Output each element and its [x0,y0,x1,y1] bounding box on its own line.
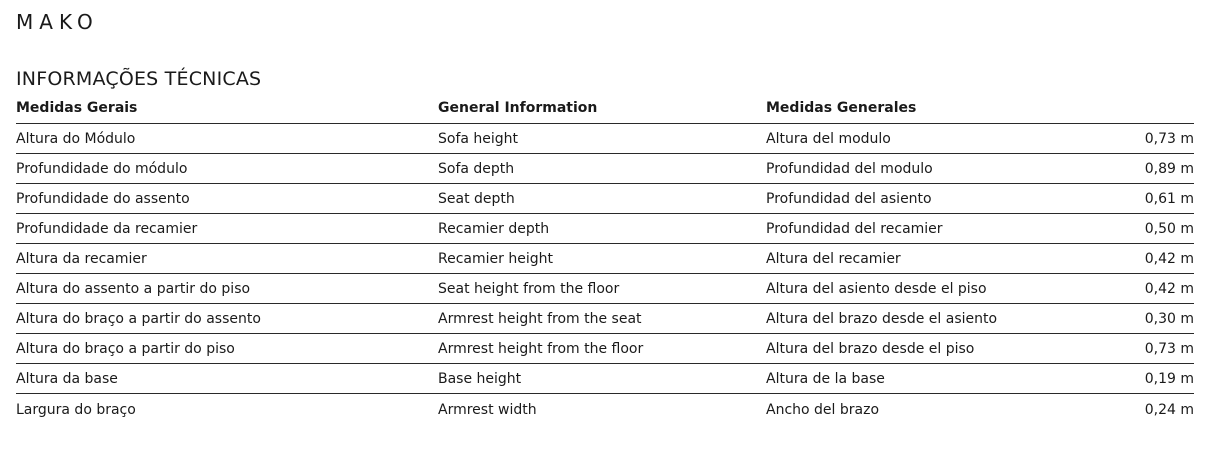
table-row [16,304,1194,334]
cell-es: Profundidad del recamier [766,221,943,237]
cell-es: Altura del brazo desde el asiento [766,311,998,327]
cell-value: 0,73 m [1144,131,1194,147]
table-row [16,214,1194,244]
cell-es: Profundidad del modulo [766,161,933,177]
table-row [16,184,1194,214]
cell-pt: Largura do braço [16,402,136,418]
header-pt: Medidas Gerais [16,100,138,116]
cell-pt: Altura do assento a partir do piso [16,281,251,297]
cell-en: Recamier depth [438,221,550,237]
cell-es: Altura del modulo [766,131,891,147]
cell-value: 0,61 m [1144,191,1194,207]
table-row [16,394,1194,424]
cell-pt: Altura do Módulo [16,131,136,147]
cell-pt: Altura do braço a partir do piso [16,341,235,357]
cell-pt: Profundidade do módulo [16,161,188,177]
table-row [16,334,1194,364]
cell-pt: Altura da recamier [16,251,147,267]
header-en: General Information [438,100,598,116]
cell-en: Base height [438,371,522,387]
cell-es: Altura del recamier [766,251,901,267]
cell-en: Armrest width [438,402,537,418]
header-es: Medidas Generales [766,100,917,116]
cell-pt: Profundidade da recamier [16,221,198,237]
cell-en: Armrest height from the seat [438,311,642,327]
section-title: INFORMAÇÕES TÉCNICAS [16,68,262,90]
cell-es: Altura del asiento desde el piso [766,281,987,297]
cell-pt: Altura do braço a partir do assento [16,311,261,327]
cell-value: 0,42 m [1144,251,1194,267]
cell-en: Recamier height [438,251,553,267]
cell-es: Altura del brazo desde el piso [766,341,975,357]
cell-value: 0,42 m [1144,281,1194,297]
table-row [16,274,1194,304]
spec-table [16,94,1194,424]
table-row [16,124,1194,154]
cell-en: Seat height from the floor [438,281,620,297]
cell-es: Profundidad del asiento [766,191,932,207]
cell-value: 0,19 m [1144,371,1194,387]
cell-value: 0,24 m [1144,402,1194,418]
cell-value: 0,30 m [1144,311,1194,327]
table-row [16,244,1194,274]
table-row [16,154,1194,184]
cell-pt: Altura da base [16,371,118,387]
brand-title: MAKO [16,10,99,34]
cell-en: Armrest height from the floor [438,341,644,357]
cell-value: 0,73 m [1144,341,1194,357]
cell-es: Altura de la base [766,371,885,387]
table-row [16,364,1194,394]
cell-en: Sofa depth [438,161,515,177]
cell-value: 0,50 m [1144,221,1194,237]
cell-en: Seat depth [438,191,515,207]
cell-es: Ancho del brazo [766,402,880,418]
table-header-row [16,94,1194,124]
cell-value: 0,89 m [1144,161,1194,177]
cell-en: Sofa height [438,131,519,147]
cell-pt: Profundidade do assento [16,191,190,207]
